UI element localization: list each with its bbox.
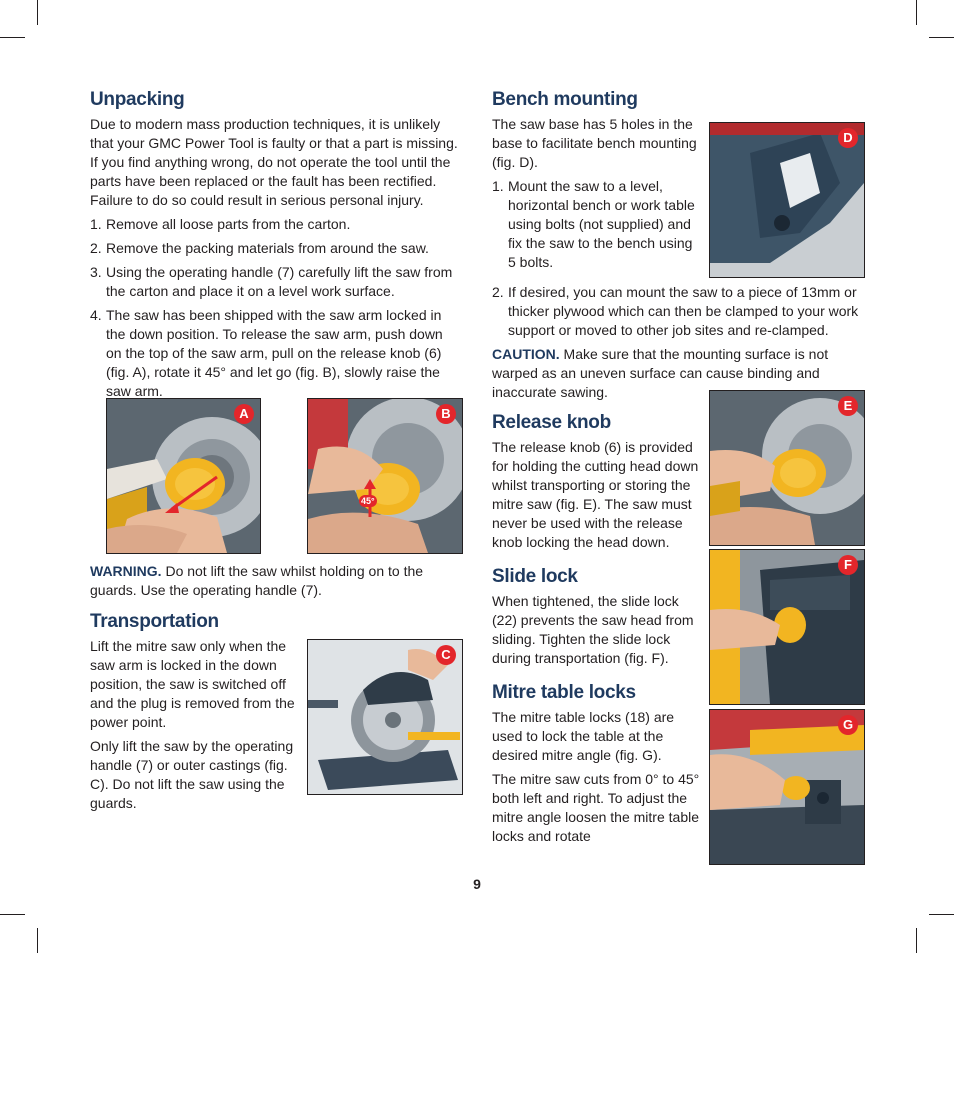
- bench-mounting-step-2: [492, 283, 864, 340]
- figure-label-c: C: [436, 645, 456, 665]
- mitre-table-locks-para-1: The mitre table locks (18) are used to lock the table at the desired mitre angle (fig. G).: [492, 709, 675, 763]
- bench-mounting-section: [492, 90, 702, 277]
- figure-label-d: D: [838, 128, 858, 148]
- unpacking-heading: Unpacking: [90, 89, 185, 110]
- crop-mark: [929, 914, 954, 915]
- crop-mark: [929, 37, 954, 38]
- figure-f: [709, 549, 865, 705]
- slide-lock-section: [492, 567, 702, 673]
- figure-e: [709, 390, 865, 546]
- crop-mark: [0, 37, 25, 38]
- warning-section: [90, 562, 462, 605]
- bench-mounting-intro: The saw base has 5 holes in the base to facilitate bench mounting (fig. D).: [492, 116, 697, 170]
- unpacking-steps: [90, 215, 462, 401]
- crop-mark: [916, 0, 917, 25]
- list-item: 1. Remove all loose parts from the carton.: [90, 216, 351, 232]
- release-knob-heading: Release knob: [492, 412, 611, 433]
- figure-a: [106, 398, 261, 554]
- transportation-section: [90, 612, 300, 818]
- figure-c: [307, 639, 463, 795]
- mitre-table-locks-para-2: The mitre saw cuts from 0° to 45° both left and right. To adjust the mitre angle loosen the mitre table locks and rotate: [492, 771, 700, 844]
- figure-label-g: G: [838, 715, 858, 735]
- crop-mark: [37, 0, 38, 25]
- mitre-table-locks-section: [492, 683, 702, 851]
- page-number: 9: [473, 876, 481, 892]
- figure-g: [709, 709, 865, 865]
- crop-mark: [916, 928, 917, 953]
- crop-mark: [0, 914, 25, 915]
- caution-text: Make sure that the mounting surface is not warped as an uneven surface can cause binding and inaccurate sawing.: [492, 346, 829, 400]
- release-knob-section: [492, 413, 702, 557]
- unpacking-intro: Due to modern mass production techniques, it is unlikely that your GMC Power Tool is faulty or that a part is missing. If you find anything wrong, do not operate the tool until the parts have been replaced or the fault has been rectified. Failure to do so could result in serious personal injury.: [90, 116, 458, 208]
- figure-d: [709, 122, 865, 278]
- figure-label-e: E: [838, 396, 858, 416]
- release-knob-text: The release knob (6) is provided for holding the cutting head down whilst transporting or storing the mitre saw (fig. E). The saw must never be used with the release knob locking the head down.: [492, 439, 699, 550]
- transportation-para-2: Only lift the saw by the operating handle (7) or outer castings (fig. C). Do not lift the saw using the guards.: [90, 738, 294, 811]
- warning-text: Do not lift the saw whilst holding on to the guards. Use the operating handle (7).: [90, 563, 424, 598]
- unpacking-section: [90, 90, 462, 406]
- list-item: 4. The saw has been shipped with the saw arm locked in the down position. To release the saw arm, push down on the top of the saw arm, pull on the release knob (6) (fig. A), rotate it 45° and let go (fig. B), slowly raise the saw arm.: [90, 307, 443, 399]
- caution-label: CAUTION.: [492, 346, 560, 362]
- angle-label: 45°: [361, 496, 375, 506]
- figure-b: [307, 398, 463, 554]
- figure-label-a: A: [234, 404, 254, 424]
- bench-mounting-heading: Bench mounting: [492, 89, 638, 110]
- transportation-para-1: Lift the mitre saw only when the saw arm is locked in the down position, the saw is switched off and the plug is removed from the power point.: [90, 638, 295, 730]
- slide-lock-text: When tightened, the slide lock (22) prevents the saw head from sliding. Tighten the slide lock during transportation (fig. F).: [492, 593, 694, 666]
- list-item: 3. Using the operating handle (7) carefully lift the saw from the carton and place it on a level work surface.: [90, 264, 453, 299]
- crop-mark: [37, 928, 38, 953]
- warning-paragraph: [90, 562, 462, 600]
- warning-label: WARNING.: [90, 563, 162, 579]
- list-item: 2. If desired, you can mount the saw to a piece of 13mm or thicker plywood which can then be clamped to your work support or moved to other job sites and re-clamped.: [492, 284, 859, 338]
- list-item: 2. Remove the packing materials from around the saw.: [90, 240, 429, 256]
- mitre-table-locks-heading: Mitre table locks: [492, 682, 636, 703]
- figure-label-b: B: [436, 404, 456, 424]
- list-item: 1. Mount the saw to a level, horizontal bench or work table using bolts (not supplied) and fix the saw to the bench using 5 bolts.: [492, 178, 695, 270]
- bench-mounting-step-1: [492, 177, 702, 272]
- figure-label-f: F: [838, 555, 858, 575]
- transportation-heading: Transportation: [90, 611, 219, 632]
- bench-mounting-continued: [492, 283, 864, 407]
- slide-lock-heading: Slide lock: [492, 566, 578, 587]
